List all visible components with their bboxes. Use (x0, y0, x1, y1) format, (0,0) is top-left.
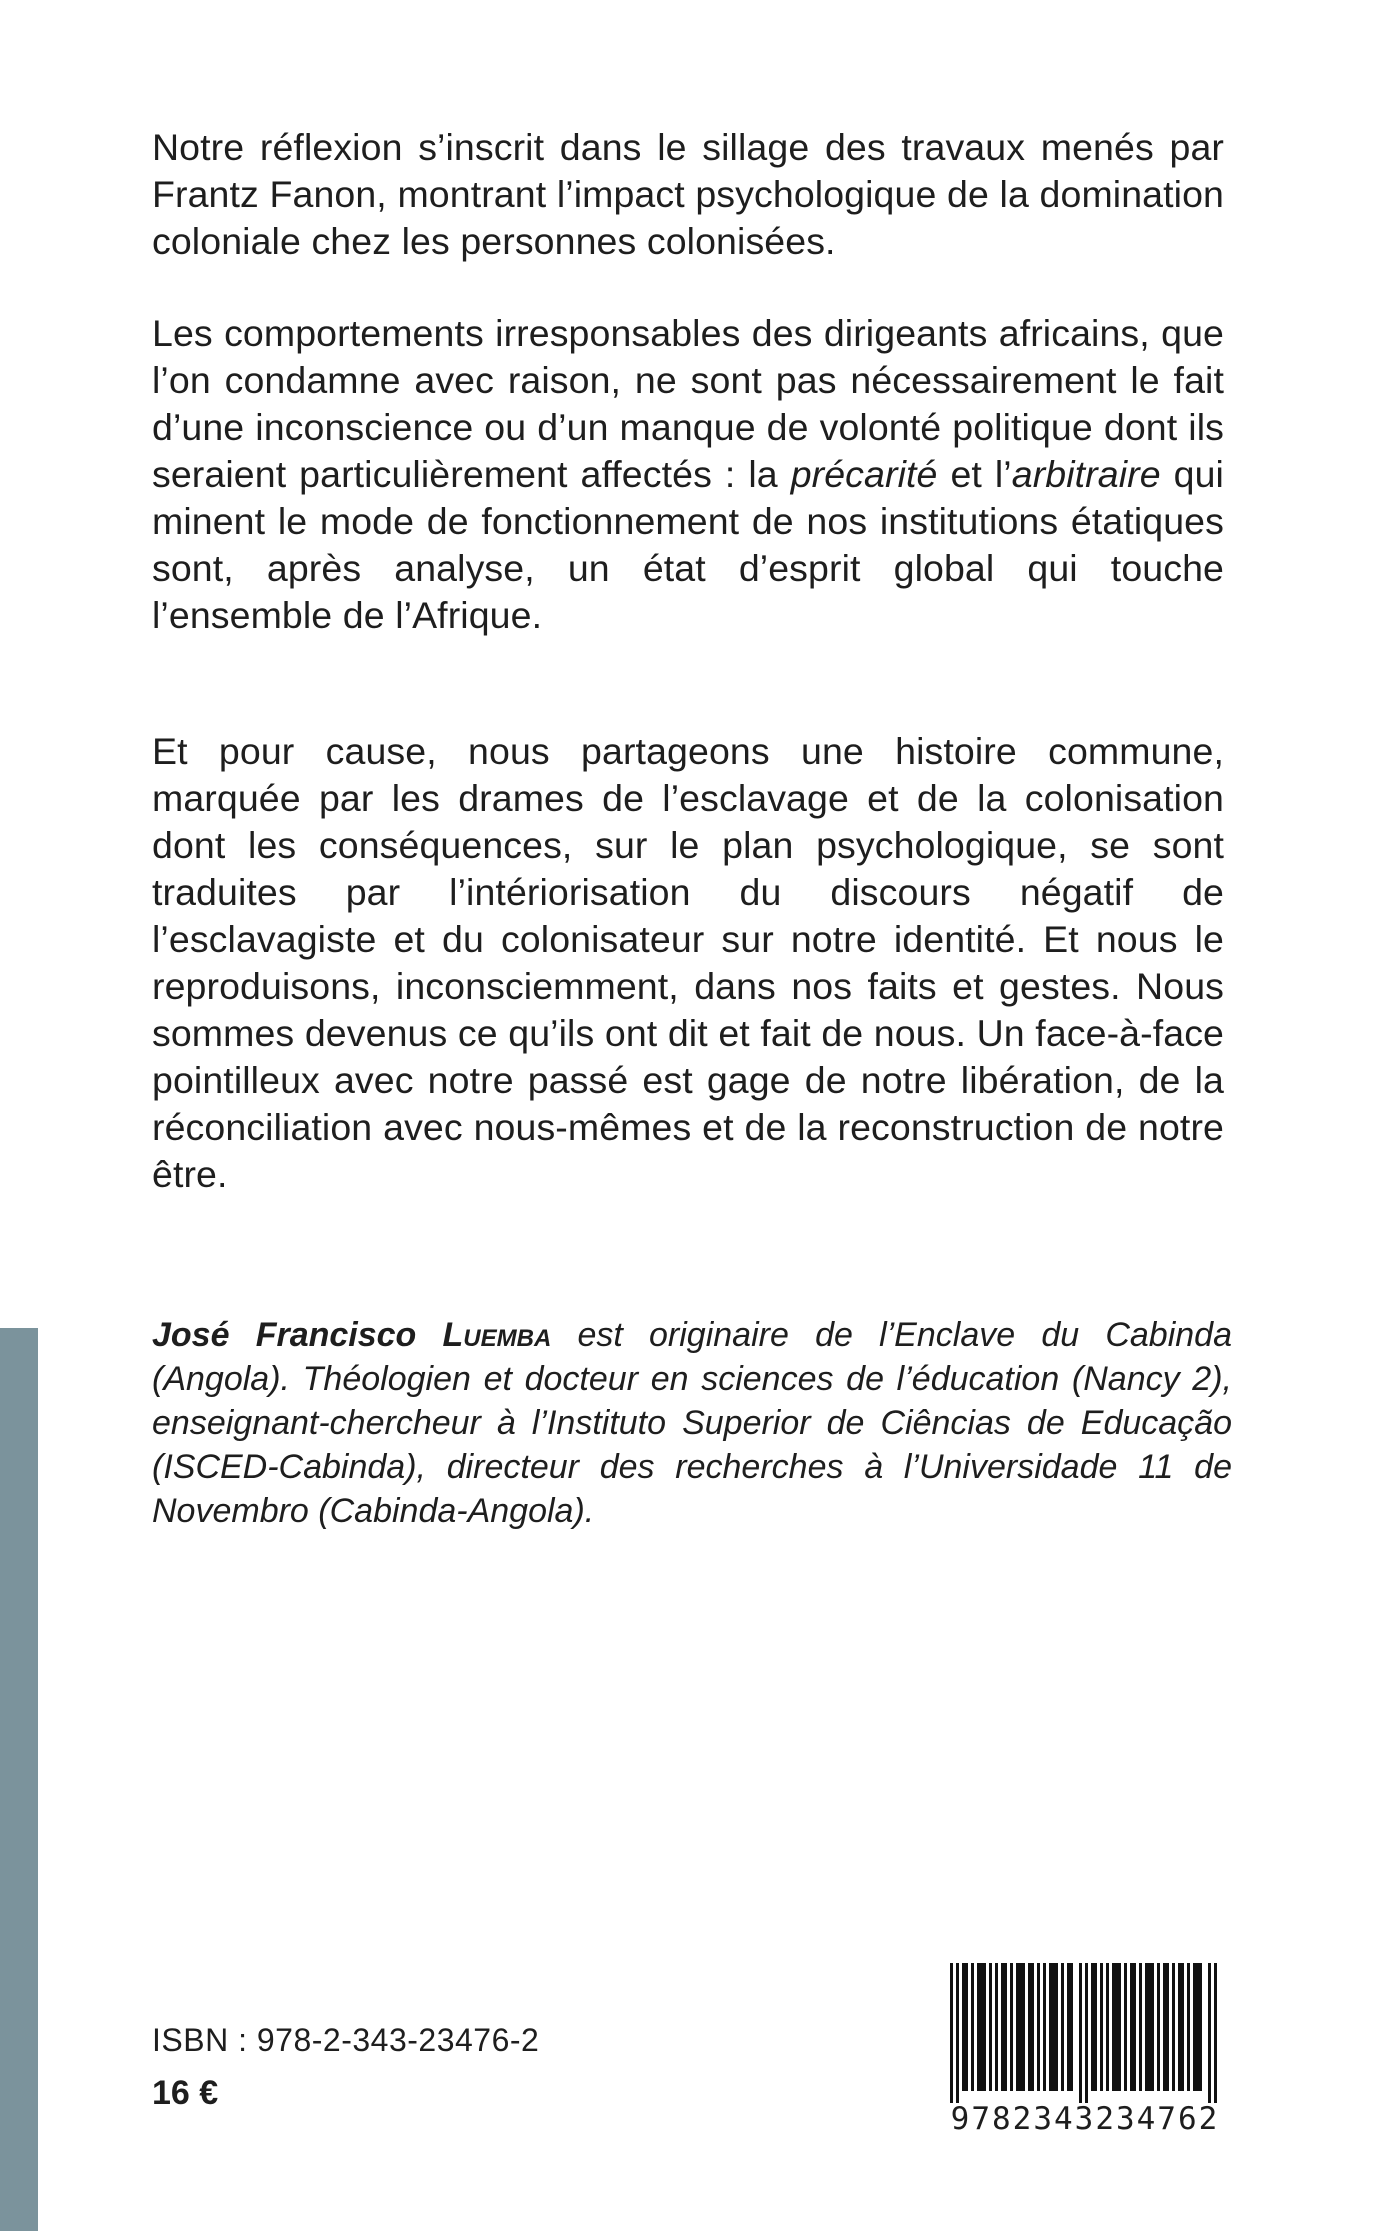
paragraph-1-text: Notre réflexion s’inscrit dans le sillage des travaux menés par Frantz Fanon, montrant l’impact psychologique de la domination coloniale chez les personnes colonisées. (152, 126, 1224, 262)
emphasis-precarite: précarité (790, 453, 938, 495)
price-label: 16 € (152, 2074, 219, 2112)
barcode (935, 1963, 1235, 2138)
paragraph-2-part-2: et l’ (937, 453, 1012, 495)
barcode-bars (950, 1963, 1220, 2103)
author-bio (152, 1313, 1232, 1533)
author-first-names: José Francisco (152, 1316, 443, 1354)
paragraph-3-text: Et pour cause, nous partageons une histoire commune, marquée par les drames de l’esclavage et de la colonisation dont les conséquences, sur le plan psychologique, se sont traduites par l’intériorisation du discours négatif de l’esclavagiste et du colonisateur sur notre identité. Et nous le reproduisons, inconsciemment, dans nos faits et gestes. Nous sommes devenus ce qu’ils ont dit et fait de nous. Un face-à-face pointilleux avec notre passé est gage de notre libération, de la réconciliation avec nous-mêmes et de la reconstruction de notre être. (152, 730, 1224, 1195)
emphasis-arbitraire: arbitraire (1011, 453, 1161, 495)
side-color-band (0, 1328, 38, 2231)
author-bio-text: est originaire de l’Enclave du Cabinda (Angola). Théologien et docteur en sciences de l’éducation (Nancy 2), enseignant-chercheur à l’Instituto Superior de Ciências de Educação (ISCED-Cabinda), directeur des recherches à l’Universidade 11 de Novembro (Cabinda-Angola). (152, 1316, 1232, 1530)
paragraph-2-part-3: qui minent le mode de fonctionnement de nos institutions étatiques sont, après analyse, un état d’esprit global qui touche l’ensemble de l’Afrique. (152, 453, 1224, 636)
summary-paragraph-2 (152, 310, 1224, 639)
isbn-label: ISBN : 978-2-343-23476-2 (152, 2022, 540, 2058)
barcode-number: 9782343234762 (950, 2101, 1220, 2137)
summary-paragraph-1 (152, 124, 1224, 265)
summary-paragraph-3 (152, 728, 1224, 1198)
paragraph-2-part-1: Les comportements irresponsables des dirigeants africains, que l’on condamne avec raison, ne sont pas nécessairement le fait d’une inconscience ou d’un manque de volonté politique dont ils seraient particulièrement affectés : la (152, 312, 1224, 495)
paragraph-2-text (152, 310, 1224, 639)
author-surname: Luemba (442, 1316, 552, 1354)
